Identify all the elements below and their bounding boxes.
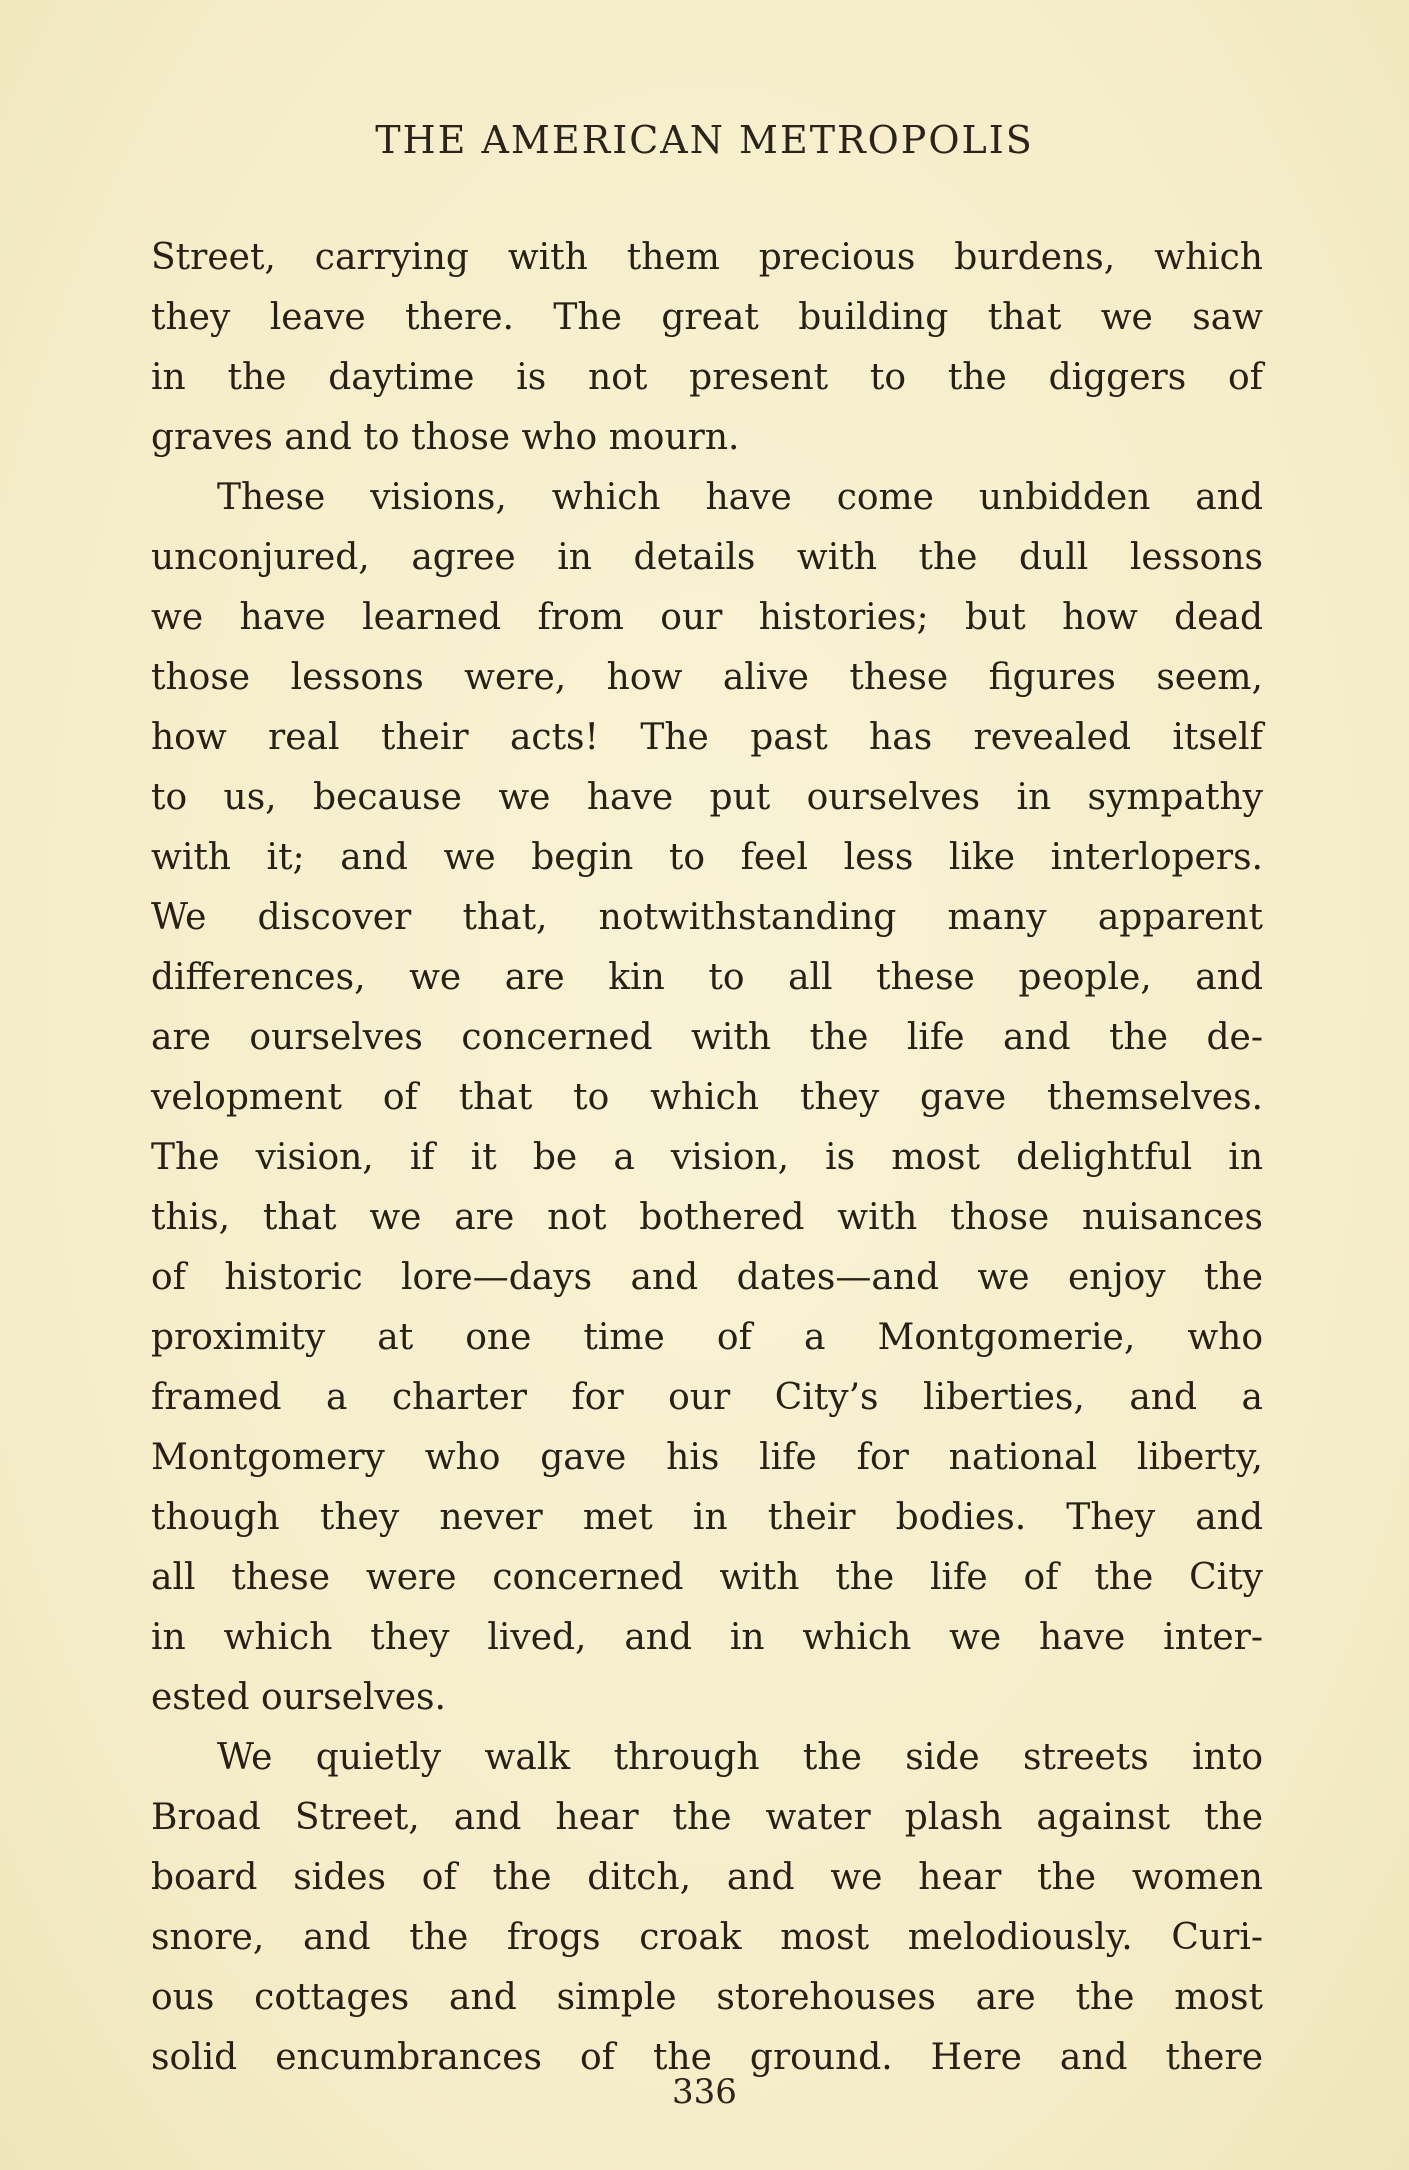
running-title: THE AMERICAN METROPOLIS — [375, 118, 1034, 162]
body-text — [151, 228, 1263, 2088]
text-line: they leave there. The great building that we saw — [151, 297, 1263, 338]
paragraph-start-line: These visions, which have come unbidden and — [217, 477, 1263, 518]
text-line: this, that we are not bothered with those nuisances — [151, 1197, 1263, 1238]
text-line: in which they lived, and in which we have inter- — [151, 1617, 1263, 1658]
text-line: ous cottages and simple storehouses are the most — [151, 1977, 1263, 2018]
text-line: velopment of that to which they gave themselves. — [151, 1077, 1263, 1118]
text-line: The vision, if it be a vision, is most delightful in — [151, 1137, 1263, 1178]
text-line: though they never met in their bodies. They and — [151, 1497, 1263, 1538]
text-line: all these were concerned with the life of the City — [151, 1557, 1263, 1598]
text-line: solid encumbrances of the ground. Here and there — [151, 2037, 1263, 2078]
page-number: 336 — [672, 2072, 737, 2112]
text-line: with it; and we begin to feel less like interlopers. — [151, 837, 1263, 878]
text-line: board sides of the ditch, and we hear the women — [151, 1857, 1263, 1898]
text-line: ested ourselves. — [151, 1677, 446, 1718]
text-line: We discover that, notwithstanding many apparent — [151, 897, 1263, 938]
text-line: of historic lore—days and dates—and we enjoy the — [151, 1257, 1263, 1298]
text-line: how real their acts! The past has revealed itself — [151, 717, 1263, 758]
text-line: differences, we are kin to all these people, and — [151, 957, 1263, 998]
text-line: snore, and the frogs croak most melodiously. Curi- — [151, 1917, 1263, 1958]
paragraph-start-line: We quietly walk through the side streets into — [217, 1737, 1263, 1778]
text-line: Montgomery who gave his life for national liberty, — [151, 1437, 1263, 1478]
text-line: we have learned from our histories; but how dead — [151, 597, 1263, 638]
text-line: are ourselves concerned with the life and the de- — [151, 1017, 1263, 1058]
text-line: Street, carrying with them precious burdens, which — [151, 237, 1263, 278]
text-line: graves and to those who mourn. — [151, 417, 740, 458]
text-line: in the daytime is not present to the diggers of — [151, 357, 1263, 398]
text-line: to us, because we have put ourselves in sympathy — [151, 777, 1263, 818]
text-line: those lessons were, how alive these figures seem, — [151, 657, 1263, 698]
text-line: unconjured, agree in details with the dull lessons — [151, 537, 1263, 578]
text-line: framed a charter for our City’s liberties, and a — [151, 1377, 1263, 1418]
text-line: proximity at one time of a Montgomerie, who — [151, 1317, 1263, 1358]
text-line: Broad Street, and hear the water plash against the — [151, 1797, 1263, 1838]
